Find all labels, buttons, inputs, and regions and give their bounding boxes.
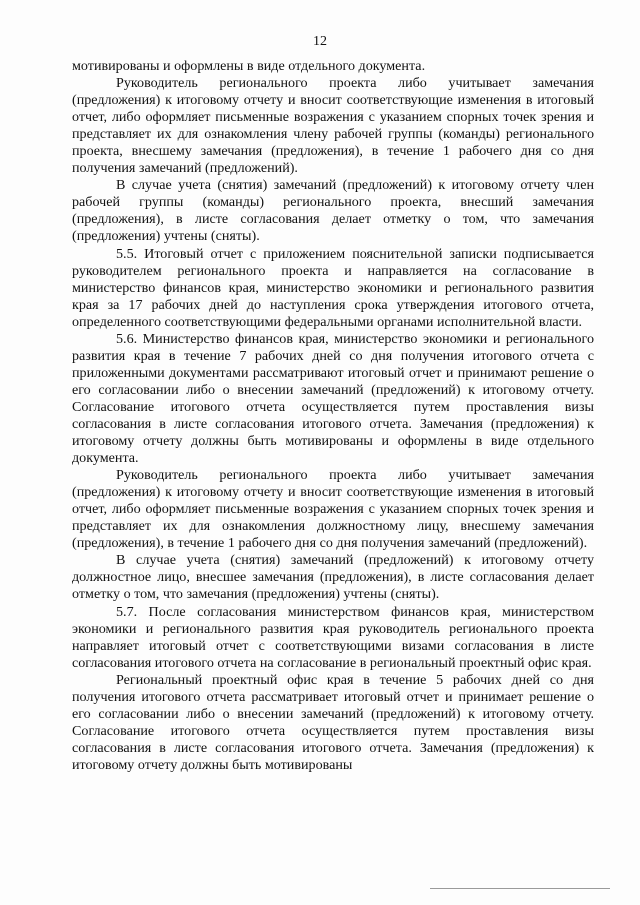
page-number: 12 xyxy=(313,34,327,49)
scan-edge-line xyxy=(430,888,610,889)
paragraph: В случае учета (снятия) замечаний (предложений) к итоговому отчету должностное лицо, внесшее замечания (предложения), в листе согласования делает отметку о том, что замечания (предложения) учтены (сняты). xyxy=(72,552,594,603)
paragraph-clause-5-7: 5.7. После согласования министерством финансов края, министерством экономики и регионального развития края руководитель регионального проекта направляет итоговый отчет с соответствующими визами согласования в листе согласования итогового отчета на согласование в региональный проектный офис края. xyxy=(72,603,594,671)
paragraph: Руководитель регионального проекта либо учитывает замечания (предложения) к итоговому отчету и вносит соответствующие изменения в итоговый отчет, либо оформляет письменные возражения с указанием спорных точек зрения и представляет их для ознакомления члену рабочей группы (команды) регионального проекта, внесшему замечания (предложения), в течение 1 рабочего дня со дня получения замечаний (предложений). xyxy=(72,75,594,177)
document-body xyxy=(72,58,594,774)
paragraph: Руководитель регионального проекта либо учитывает замечания (предложения) к итоговому отчету и вносит соответствующие изменения в итоговый отчет, либо оформляет письменные возражения с указанием спорных точек зрения и представляет их для ознакомления должностному лицу, внесшему замечания (предложения), в течение 1 рабочего дня со дня получения замечаний (предложений). xyxy=(72,467,594,552)
paragraph-clause-5-6: 5.6. Министерство финансов края, министерство экономики и регионального развития края в течение 7 рабочих дней со дня получения итогового отчета с приложенными документами рассматривают итоговый отчет и принимают решение о его согласовании либо о внесении замечаний (предложений) к итоговому отчету. Согласование итогового отчета осуществляется путем проставления визы согласования в листе согласования итогового отчета. Замечания (предложения) к итоговому отчету должны быть мотивированы и оформлены в виде отдельного документа. xyxy=(72,330,594,467)
paragraph-continuation: мотивированы и оформлены в виде отдельного документа. xyxy=(72,58,426,74)
paragraph-clause-5-5: 5.5. Итоговый отчет с приложением пояснительной записки подписывается руководителем регионального проекта и направляется на согласование в министерство финансов края, министерство экономики и регионального развития края за 17 рабочих дней до наступления срока утверждения итогового отчета, определенного соответствующими федеральными органами исполнительной власти. xyxy=(72,245,594,330)
paragraph: Региональный проектный офис края в течение 5 рабочих дней со дня получения итогового отчета рассматривает итоговый отчет и принимает решение о его согласовании либо о внесении замечаний (предложений) к итоговому отчету. Согласование итогового отчета осуществляется путем проставления визы согласования в листе согласования итогового отчета. Замечания (предложения) к итоговому отчету должны быть мотивированы xyxy=(72,671,594,773)
paragraph: В случае учета (снятия) замечаний (предложений) к итоговому отчету член рабочей группы (команды) регионального проекта, внесший замечания (предложения), в листе согласования делает отметку о том, что замечания (предложения) учтены (сняты). xyxy=(72,177,594,245)
